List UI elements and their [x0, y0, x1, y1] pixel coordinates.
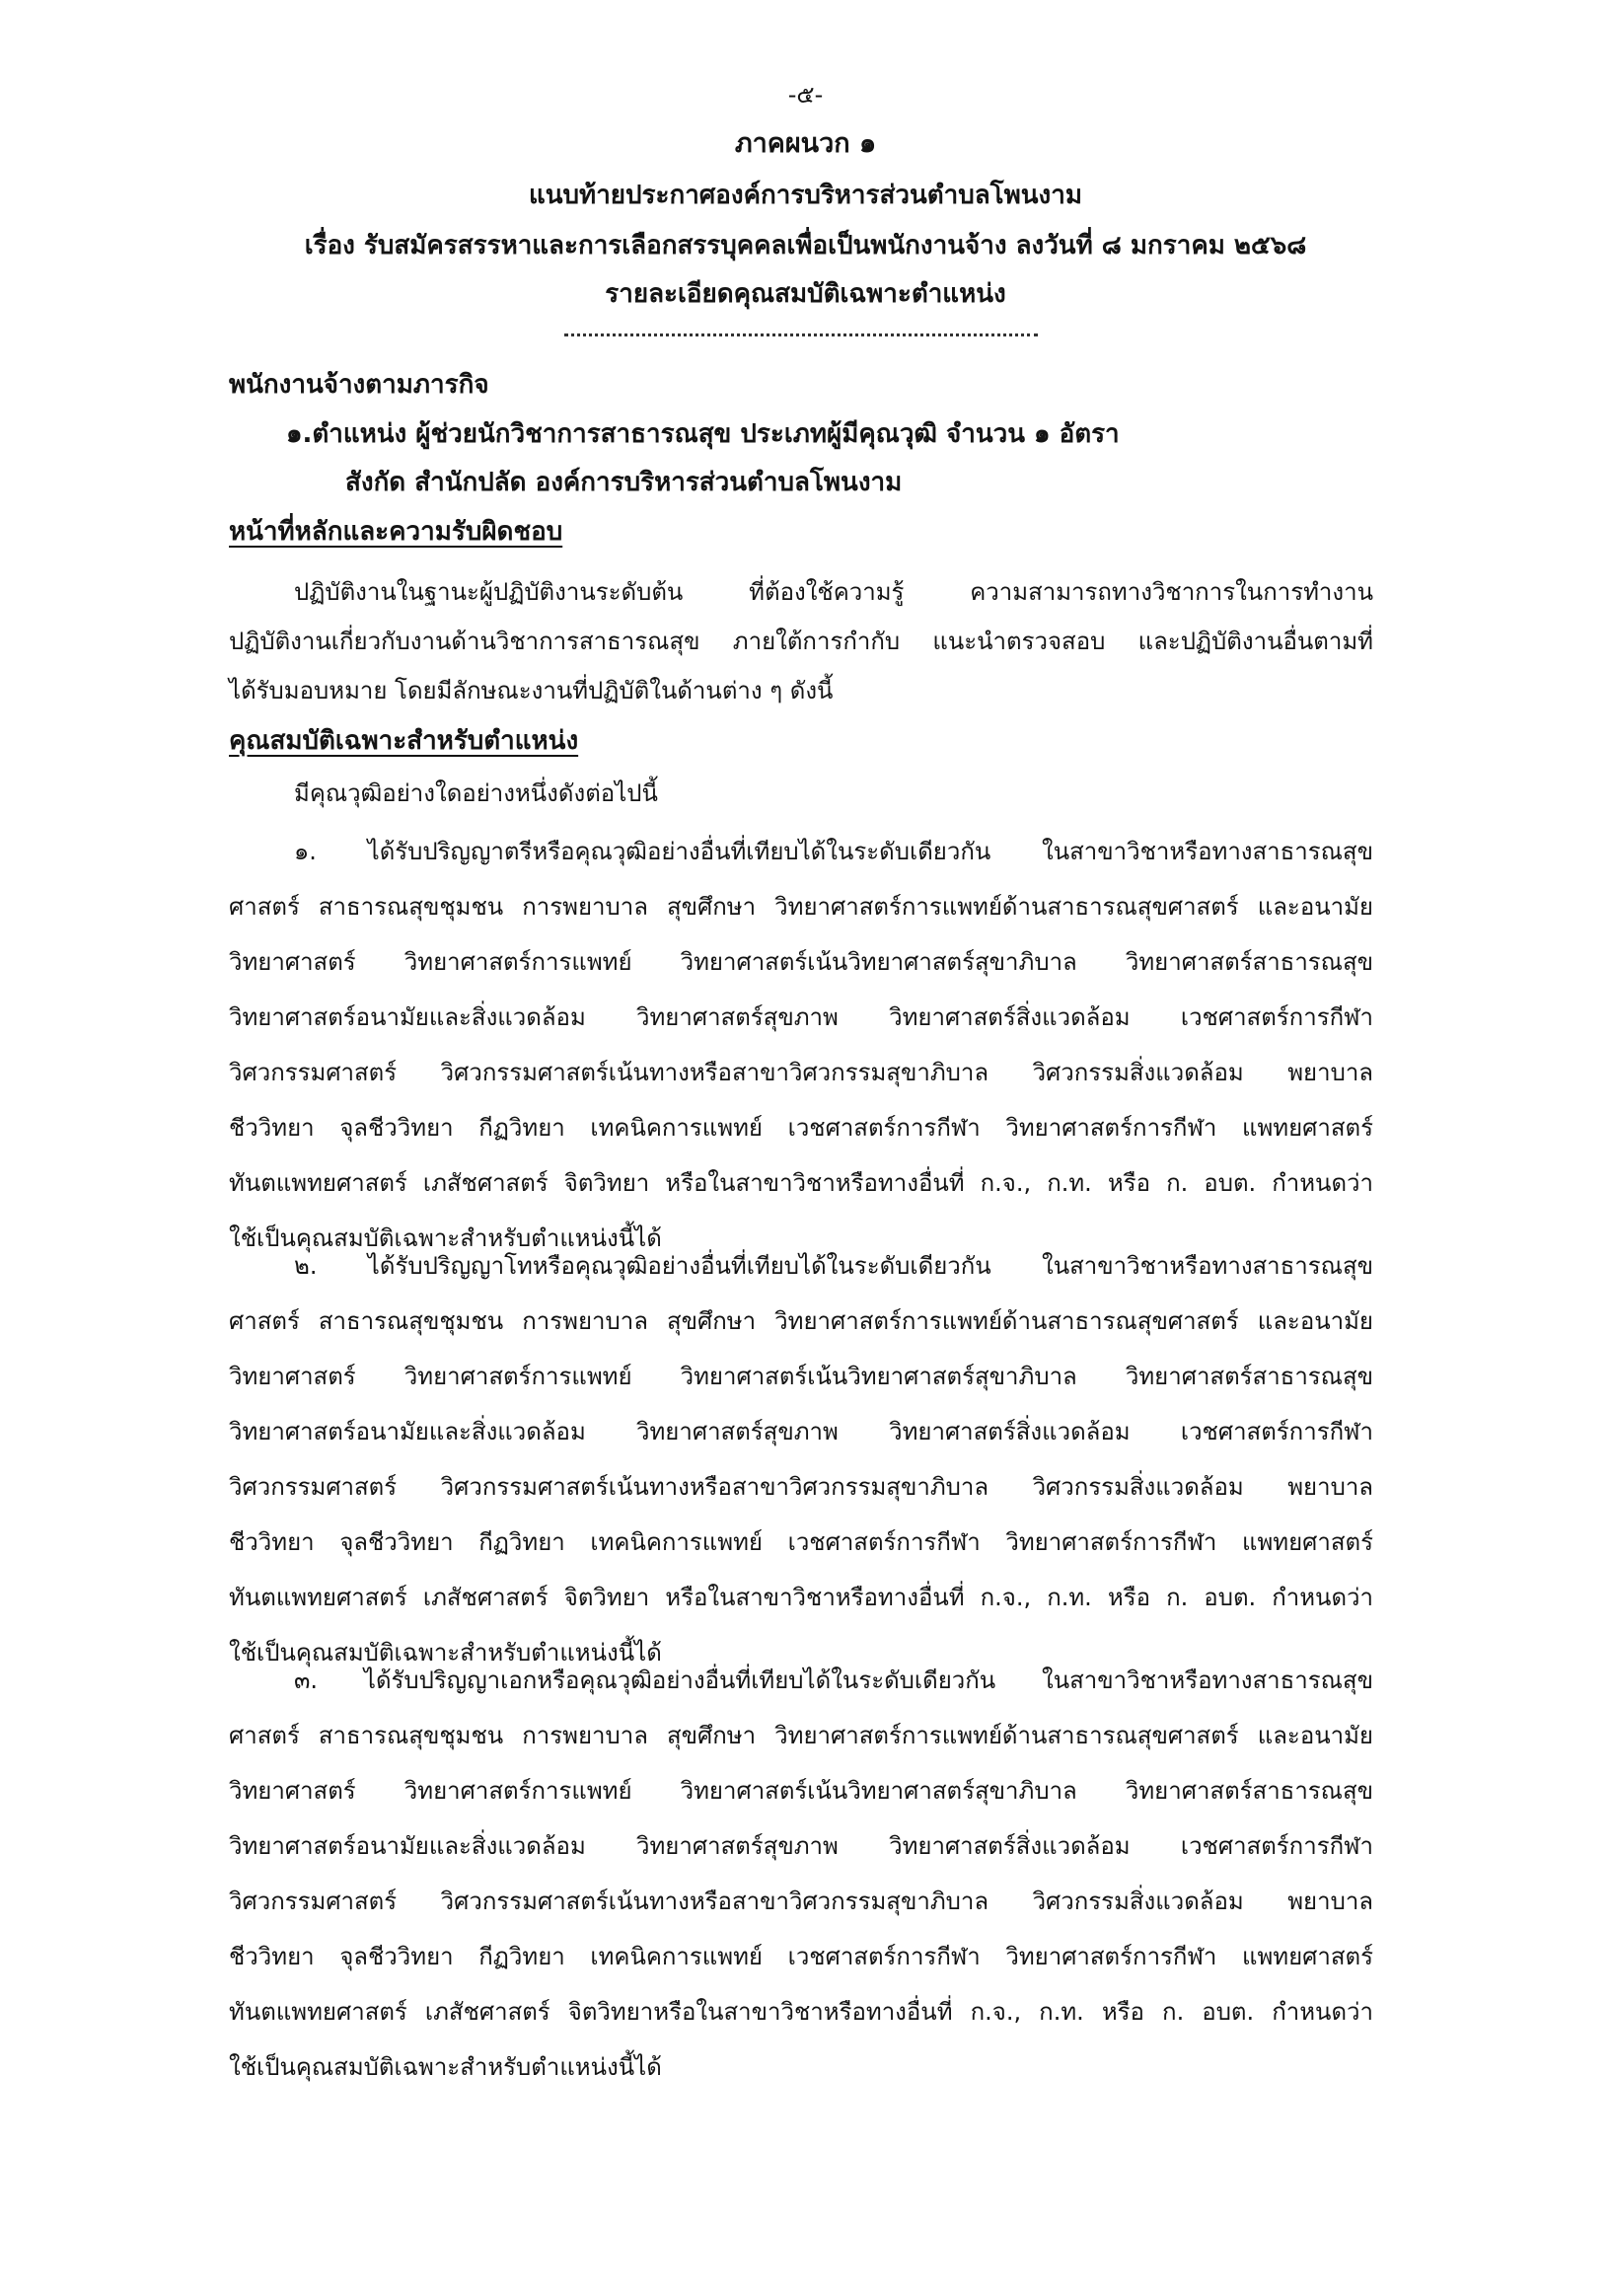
qualification-3-line-5: วิศวกรรมศาสตร์ วิศวกรรมศาสตร์เน้นทางหรือสาขาวิศวกรรมสุขาภิบาล วิศวกรรมสิ่งแวดล้อม พยาบาล [229, 1888, 1373, 1915]
dotted-divider [564, 333, 1038, 336]
attachment-line: แนบท้ายประกาศองค์การบริหารส่วนตำบลโพนงาม [529, 181, 1082, 210]
qualification-3-line-4: วิทยาศาสตร์อนามัยและสิ่งแวดล้อม วิทยาศาสตร์สุขภาพ วิทยาศาสตร์สิ่งแวดล้อม เวชศาสตร์การกีฬา [229, 1832, 1373, 1860]
duties-heading: หน้าที่หลักและความรับผิดชอบ [229, 517, 563, 547]
qualification-2-line-8: ใช้เป็นคุณสมบัติเฉพาะสำหรับตำแหน่งนี้ได้ [229, 1639, 662, 1666]
qualification-2-line-1: ๒. ได้รับปริญญาโทหรือคุณวุฒิอย่างอื่นที่เทียบได้ในระดับเดียวกัน ในสาขาวิชาหรือทางสาธารณสุข [294, 1252, 1373, 1280]
appendix-title: ภาคผนวก ๑ [734, 128, 877, 159]
duties-line-3: ได้รับมอบหมาย โดยมีลักษณะงานที่ปฏิบัติในด้านต่าง ๆ ดังนี้ [229, 677, 834, 704]
qualification-1-line-4: วิทยาศาสตร์อนามัยและสิ่งแวดล้อม วิทยาศาสตร์สุขภาพ วิทยาศาสตร์สิ่งแวดล้อม เวชศาสตร์การกีฬา [229, 1003, 1373, 1031]
qualification-2-line-7: ทันตแพทยศาสตร์ เภสัชศาสตร์ จิตวิทยา หรือในสาขาวิชาหรือทางอื่นที่ ก.จ., ก.ท. หรือ ก. อบต. กำหนดว่า [229, 1584, 1373, 1611]
qualifications-heading: คุณสมบัติเฉพาะสำหรับตำแหน่ง [229, 726, 579, 756]
qualification-1-line-5: วิศวกรรมศาสตร์ วิศวกรรมศาสตร์เน้นทางหรือสาขาวิศวกรรมสุขาภิบาล วิศวกรรมสิ่งแวดล้อม พยาบาล [229, 1059, 1373, 1086]
qualification-3-line-3: วิทยาศาสตร์ วิทยาศาสตร์การแพทย์ วิทยาศาสตร์เน้นวิทยาศาสตร์สุขาภิบาล วิทยาศาสตร์สาธารณสุข [229, 1777, 1373, 1805]
employee-type: พนักงานจ้างตามภารกิจ [229, 370, 489, 400]
subject-line: เรื่อง รับสมัครสรรหาและการเลือกสรรบุคคลเพื่อเป็นพนักงานจ้าง ลงวันที่ ๘ มกราคม ๒๕๖๘ [304, 231, 1307, 260]
position-title: ๑.ตำแหน่ง ผู้ช่วยนักวิชาการสาธารณสุข ประเภทผู้มีคุณวุฒิ จำนวน ๑ อัตรา [286, 419, 1120, 449]
qualification-1-line-2: ศาสตร์ สาธารณสุขชุมชน การพยาบาล สุขศึกษา วิทยาศาสตร์การแพทย์ด้านสาธารณสุขศาสตร์ และอนามัย [229, 893, 1373, 921]
qualification-3-line-7: ทันตแพทยศาสตร์ เภสัชศาสตร์ จิตวิทยาหรือในสาขาวิชาหรือทางอื่นที่ ก.จ., ก.ท. หรือ ก. อบต. กำหนดว่า [229, 1998, 1373, 2026]
qualification-3-line-8: ใช้เป็นคุณสมบัติเฉพาะสำหรับตำแหน่งนี้ได้ [229, 2053, 662, 2081]
qualification-2-line-3: วิทยาศาสตร์ วิทยาศาสตร์การแพทย์ วิทยาศาสตร์เน้นวิทยาศาสตร์สุขาภิบาล วิทยาศาสตร์สาธารณสุข [229, 1363, 1373, 1390]
qualification-3-line-2: ศาสตร์ สาธารณสุขชุมชน การพยาบาล สุขศึกษา วิทยาศาสตร์การแพทย์ด้านสาธารณสุขศาสตร์ และอนามัย [229, 1722, 1373, 1749]
page-number: -๕- [787, 81, 824, 109]
qualification-2-line-5: วิศวกรรมศาสตร์ วิศวกรรมศาสตร์เน้นทางหรือสาขาวิศวกรรมสุขาภิบาล วิศวกรรมสิ่งแวดล้อม พยาบาล [229, 1473, 1373, 1501]
duties-line-1: ปฏิบัติงานในฐานะผู้ปฏิบัติงานระดับต้น ที่ต้องใช้ความรู้ ความสามารถทางวิชาการในการทำงาน [294, 578, 1373, 606]
duties-line-2: ปฏิบัติงานเกี่ยวกับงานด้านวิชาการสาธารณสุข ภายใต้การกำกับ แนะนำตรวจสอบ และปฏิบัติงานอื่นตามที่ [229, 628, 1373, 655]
qualification-3-line-1: ๓. ได้รับปริญญาเอกหรือคุณวุฒิอย่างอื่นที่เทียบได้ในระดับเดียวกัน ในสาขาวิชาหรือทางสาธารณสุข [294, 1666, 1373, 1694]
qualification-1-line-3: วิทยาศาสตร์ วิทยาศาสตร์การแพทย์ วิทยาศาสตร์เน้นวิทยาศาสตร์สุขาภิบาล วิทยาศาสตร์สาธารณสุข [229, 948, 1373, 976]
qualification-1-line-6: ชีววิทยา จุลชีววิทยา กีฏวิทยา เทคนิคการแพทย์ เวชศาสตร์การกีฬา วิทยาศาสตร์การกีฬา แพทยศาสตร์ [229, 1114, 1373, 1142]
qualification-1-line-1: ๑. ได้รับปริญญาตรีหรือคุณวุฒิอย่างอื่นที่เทียบได้ในระดับเดียวกัน ในสาขาวิชาหรือทางสาธารณสุข [294, 838, 1373, 865]
position-affiliation: สังกัด สำนักปลัด องค์การบริหารส่วนตำบลโพนงาม [345, 468, 903, 497]
qualification-1-line-8: ใช้เป็นคุณสมบัติเฉพาะสำหรับตำแหน่งนี้ได้ [229, 1224, 662, 1252]
qualification-2-line-4: วิทยาศาสตร์อนามัยและสิ่งแวดล้อม วิทยาศาสตร์สุขภาพ วิทยาศาสตร์สิ่งแวดล้อม เวชศาสตร์การกีฬา [229, 1418, 1373, 1445]
qualification-2-line-6: ชีววิทยา จุลชีววิทยา กีฏวิทยา เทคนิคการแพทย์ เวชศาสตร์การกีฬา วิทยาศาสตร์การกีฬา แพทยศาสตร์ [229, 1528, 1373, 1556]
qualification-1-line-7: ทันตแพทยศาสตร์ เภสัชศาสตร์ จิตวิทยา หรือในสาขาวิชาหรือทางอื่นที่ ก.จ., ก.ท. หรือ ก. อบต. กำหนดว่า [229, 1169, 1373, 1197]
qualification-2-line-2: ศาสตร์ สาธารณสุขชุมชน การพยาบาล สุขศึกษา วิทยาศาสตร์การแพทย์ด้านสาธารณสุขศาสตร์ และอนามัย [229, 1307, 1373, 1335]
qualifications-intro: มีคุณวุฒิอย่างใดอย่างหนึ่งดังต่อไปนี้ [294, 779, 658, 807]
details-line: รายละเอียดคุณสมบัติเฉพาะตำแหน่ง [605, 279, 1006, 309]
qualification-3-line-6: ชีววิทยา จุลชีววิทยา กีฏวิทยา เทคนิคการแพทย์ เวชศาสตร์การกีฬา วิทยาศาสตร์การกีฬา แพทยศาสตร์ [229, 1943, 1373, 1970]
